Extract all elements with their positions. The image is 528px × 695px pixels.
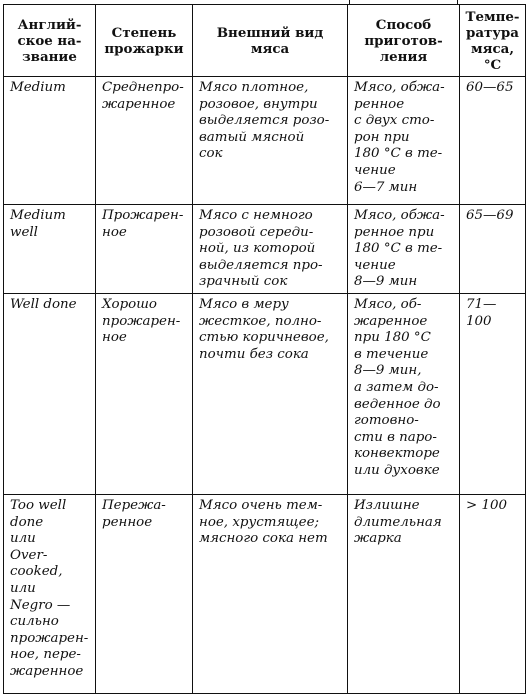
text-line: 180 °C в те- [354, 146, 443, 162]
text-line: Too well [10, 497, 67, 513]
table-row [4, 293, 526, 494]
text-line: 180 °C в те- [354, 241, 443, 257]
cell-doneness [96, 494, 193, 693]
text-line: прожарен- [10, 630, 89, 646]
text-line: Мясо, об- [354, 296, 422, 312]
text-line: Темпе- [465, 8, 520, 25]
text-line: °C [483, 56, 502, 73]
text-line: ренное [102, 514, 153, 530]
text-line: ское на- [17, 32, 82, 49]
text-line: Мясо с немного [199, 208, 313, 223]
text-line: а затем до- [354, 379, 439, 395]
text-line: сильно [10, 614, 59, 630]
text-line: Мясо, обжа- [354, 80, 445, 95]
text-line: чение [354, 162, 396, 178]
text-line: конвекторе [354, 446, 440, 462]
text-line: Medium [10, 208, 66, 223]
text-line: жаренное [102, 96, 176, 112]
text-line: длительная [354, 514, 442, 530]
cell-method [348, 293, 460, 494]
cell-doneness [96, 205, 193, 294]
text-line: готовно- [354, 413, 419, 429]
text-line: Внешний вид [216, 24, 324, 41]
header-temperature [460, 5, 526, 77]
text-line: cooked, [10, 564, 63, 580]
text-line: или [10, 531, 36, 547]
text-line: мяса, [470, 40, 515, 57]
text-line: рон при [354, 129, 410, 145]
cell-temperature [460, 77, 526, 205]
text-line: 8—9 мин [354, 274, 418, 290]
text-line: прожарен- [102, 313, 181, 329]
text-line: жаренное [354, 313, 428, 329]
text-line: ное [102, 224, 127, 240]
cell-appearance [193, 494, 348, 693]
text-line: мясного сока нет [199, 531, 328, 547]
text-line: прожарки [104, 40, 184, 57]
text-line: 6—7 мин [354, 179, 418, 195]
cell-english-name [4, 77, 96, 205]
cell-english-name [4, 494, 96, 693]
header-appearance [193, 5, 348, 77]
text-line: жаренное [10, 663, 84, 679]
text-line: чение [354, 257, 396, 273]
text-line: 60—65 [466, 80, 514, 95]
table-row [4, 77, 526, 205]
text-line: ратура [466, 24, 519, 41]
header-doneness [96, 5, 193, 77]
text-line: Прожарен- [102, 208, 184, 223]
header-english-name [4, 5, 96, 77]
text-line: выделяется про- [199, 257, 323, 273]
text-line: Мясо очень тем- [199, 497, 323, 513]
text-line: Мясо, обжа- [354, 208, 445, 223]
text-line: розовое, внутри [199, 96, 318, 112]
text-line: с двух сто- [354, 113, 435, 129]
text-line: сти в паро- [354, 429, 437, 445]
text-line: > 100 [466, 497, 508, 513]
table-row [4, 205, 526, 294]
text-line: ватый мясной [199, 129, 305, 145]
steak-doneness-table [3, 4, 526, 694]
text-line: Мясо плотное, [199, 80, 309, 95]
text-line: ления [379, 48, 428, 65]
text-line: в течение [354, 346, 429, 362]
text-line: веденное до [354, 396, 441, 412]
text-line: 8—9 мин, [354, 363, 422, 379]
text-line: розовой середи- [199, 224, 314, 240]
text-line: Излишне [354, 497, 420, 513]
cell-doneness [96, 293, 193, 494]
text-line: стью коричневое, [199, 330, 329, 346]
text-line: well [10, 224, 38, 240]
text-line: done [10, 514, 44, 530]
text-line: ной, из которой [199, 241, 316, 257]
text-line: Мясо в меру [199, 296, 289, 312]
cell-temperature [460, 494, 526, 693]
header-method [348, 5, 460, 77]
text-line: ное, хрустящее; [199, 514, 320, 530]
text-line: выделяется розо- [199, 113, 330, 129]
cell-appearance [193, 77, 348, 205]
text-line: жесткое, полно- [199, 313, 322, 329]
text-line: при 180 °C [354, 330, 431, 346]
text-line: Способ [375, 16, 432, 33]
text-line: зрачный сок [199, 274, 288, 290]
text-line: ное, пере- [10, 647, 81, 663]
text-line: Англий- [17, 16, 82, 33]
text-line: Over- [10, 547, 48, 563]
cell-method [348, 77, 460, 205]
text-line: 65—69 [466, 208, 514, 223]
cell-appearance [193, 293, 348, 494]
cell-method [348, 494, 460, 693]
text-line: 71— [466, 296, 497, 312]
text-line: сок [199, 146, 223, 162]
cell-appearance [193, 205, 348, 294]
text-line: приготов- [364, 32, 443, 49]
text-line: или духовке [354, 462, 440, 478]
text-line: ренное при [354, 224, 435, 240]
text-line: Степень [111, 24, 177, 41]
text-line: Negro — [10, 597, 71, 613]
text-line: жарка [354, 531, 402, 547]
cell-english-name [4, 205, 96, 294]
text-line: почти без сока [199, 346, 309, 362]
text-line: ренное [354, 96, 405, 112]
text-line: 100 [466, 313, 492, 329]
text-line: Пережа- [102, 497, 166, 513]
text-line: ное [102, 330, 127, 346]
text-line: Medium [10, 80, 66, 95]
text-line: Well done [10, 296, 77, 312]
text-line: Хорошо [102, 296, 157, 312]
cell-temperature [460, 293, 526, 494]
table-header-row [4, 5, 526, 77]
text-line: мяса [250, 40, 290, 57]
text-line: или [10, 580, 36, 596]
table-row [4, 494, 526, 693]
text-line: звание [22, 48, 77, 65]
cell-english-name [4, 293, 96, 494]
cell-temperature [460, 205, 526, 294]
cell-method [348, 205, 460, 294]
text-line: Среднепро- [102, 80, 184, 95]
cell-doneness [96, 77, 193, 205]
